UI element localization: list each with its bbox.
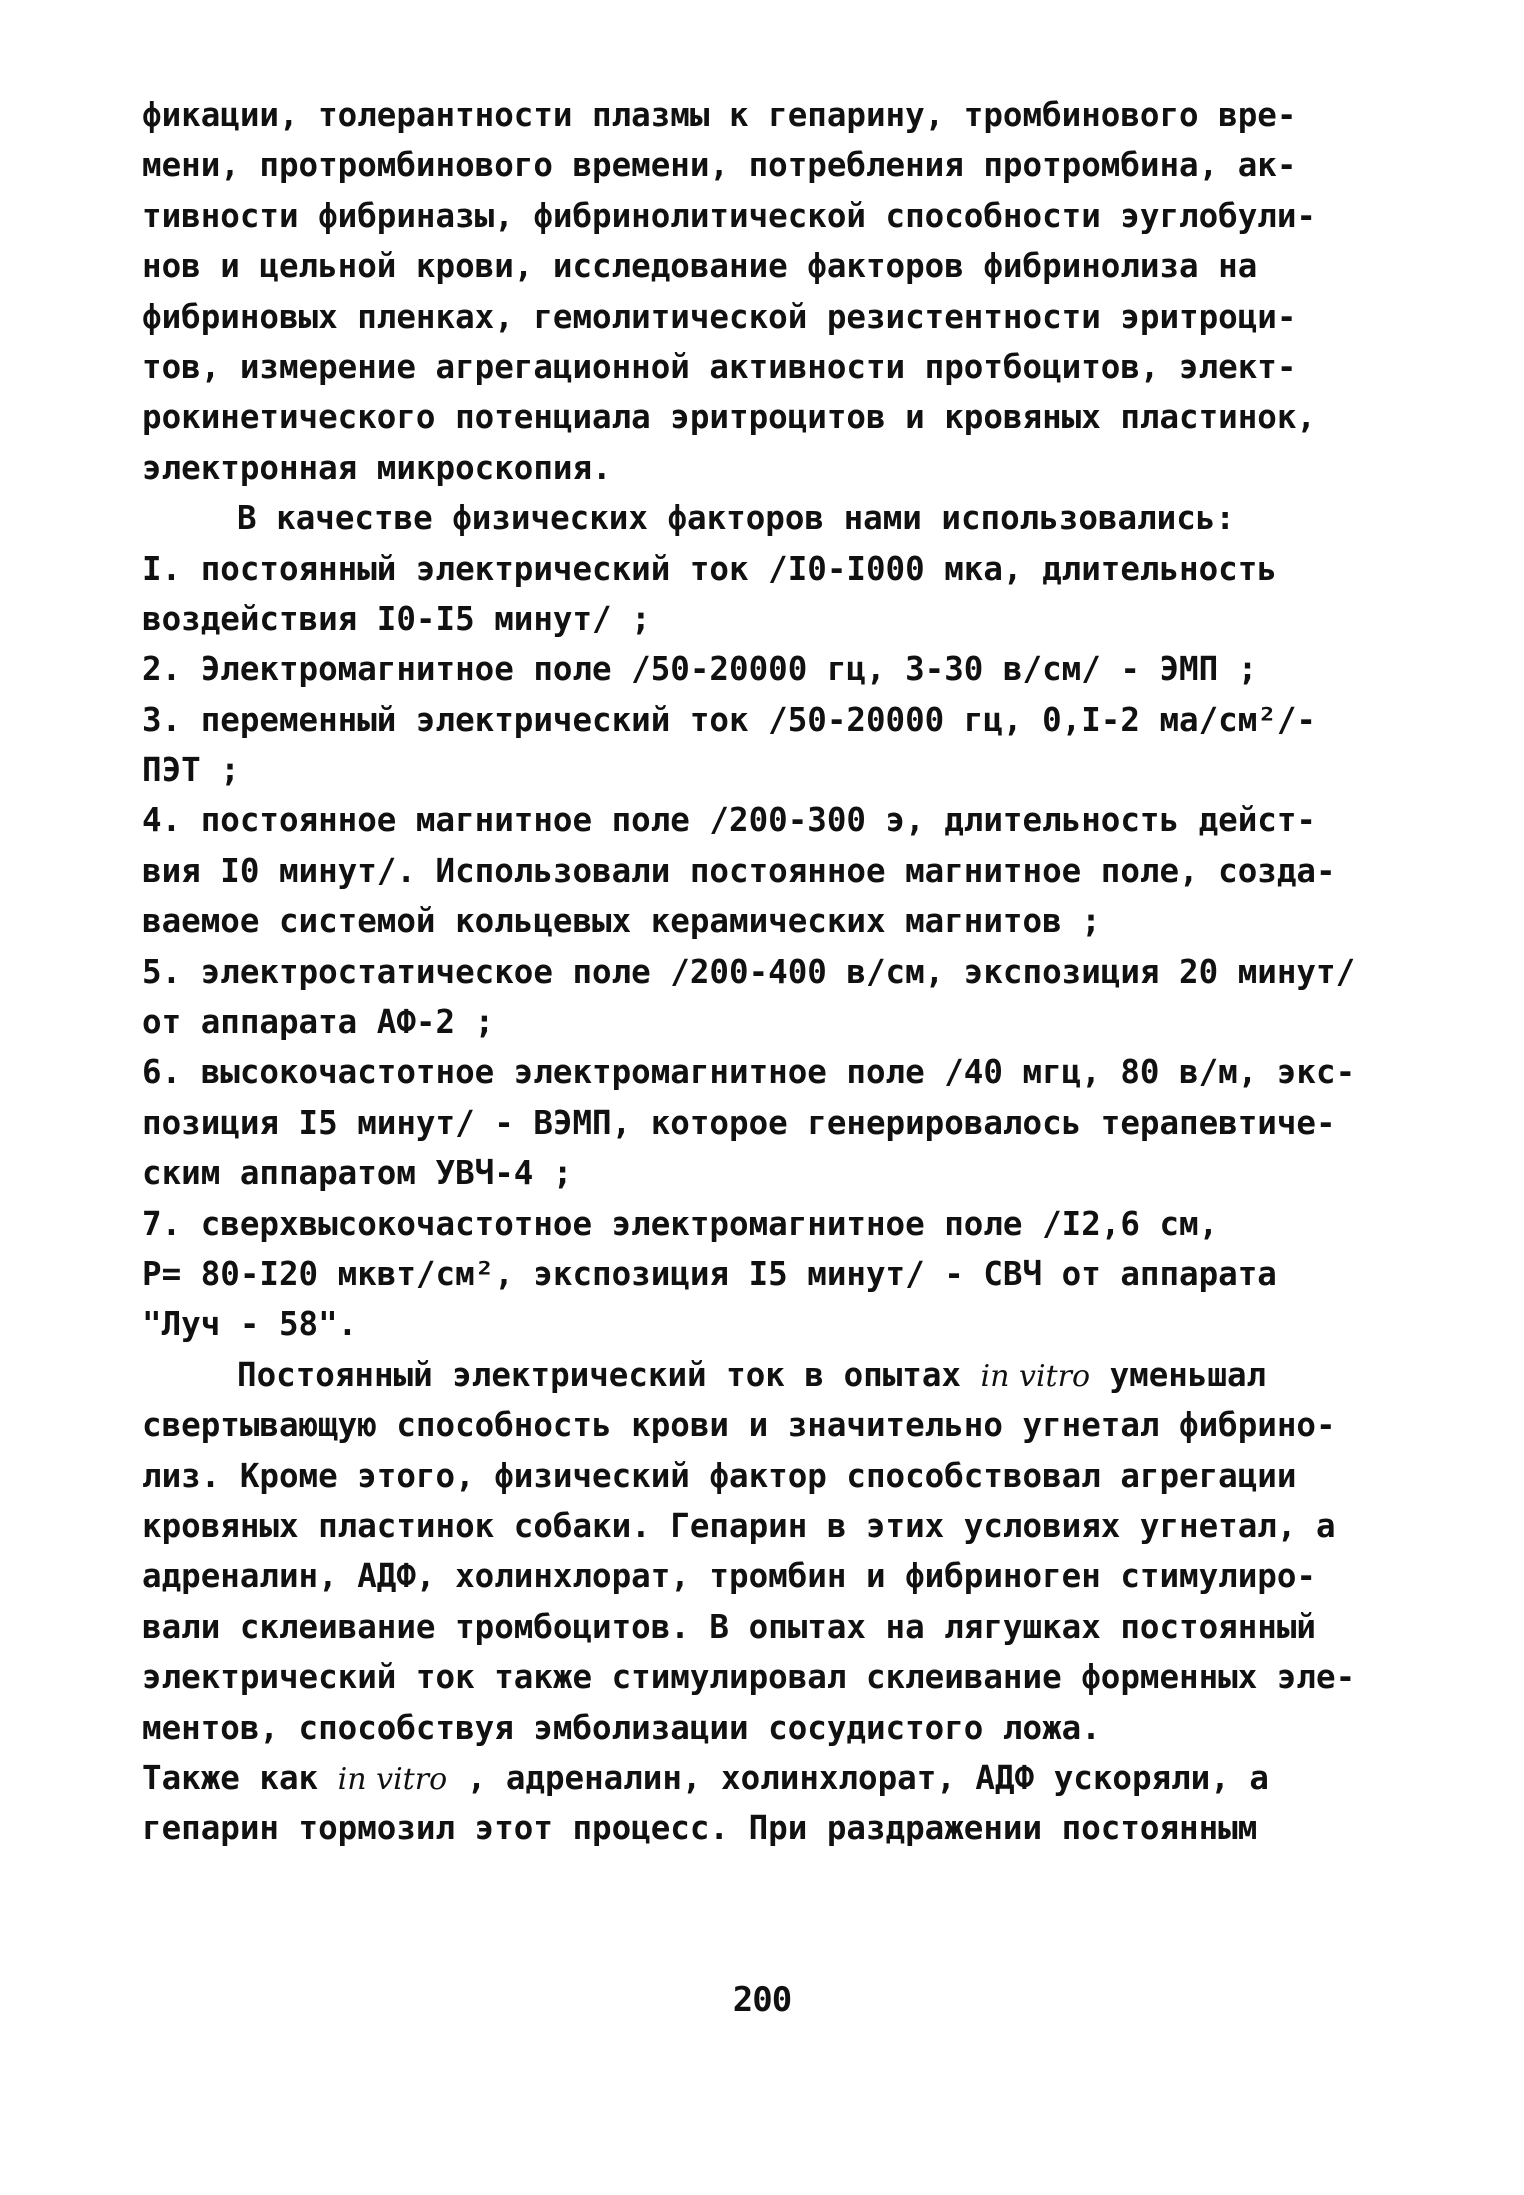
- list-item-line: 5. электростатическое поле /200-400 в/см, экспозиция 20 минут/: [142, 952, 1356, 991]
- text-line: кровяных пластинок собаки. Гепарин в этих условиях угнетал, а: [142, 1506, 1336, 1545]
- text-line: свертывающую способность крови и значительно угнетал фибрино-: [142, 1406, 1336, 1445]
- body-text: [142, 90, 1432, 1854]
- line-text: Также как: [142, 1758, 338, 1797]
- text-line: фикации, толерантности плазмы к гепарину, тромбинового вре-: [142, 96, 1297, 134]
- list-item-line: 7. сверхвысокочастотное электромагнитное поле /I2,6 см,: [142, 1204, 1219, 1243]
- list-item-line: 6. высокочастотное электромагнитное поле /40 мгц, 80 в/м, экс-: [142, 1053, 1356, 1092]
- text-line: ским аппаратом УВЧ-4 ;: [142, 1154, 573, 1193]
- text-line: гепарин тормозил этот процесс. При раздражении постоянным: [142, 1809, 1258, 1848]
- text-line: лиз. Кроме этого, физический фактор способствовал агрегации: [142, 1456, 1297, 1495]
- text-line: ПЭТ ;: [142, 751, 240, 790]
- text-line: [142, 1753, 1432, 1803]
- text-line: электрический ток также стимулировал склеивание форменных эле-: [142, 1658, 1356, 1697]
- line-text: уменьшал: [1090, 1355, 1267, 1394]
- text-line: тов, измерение агрегационной активности протбоцитов, элект-: [142, 347, 1297, 386]
- paragraph-start-line: [142, 1350, 1432, 1400]
- text-line: тивности фибриназы, фибринолитической способности эуглобули-: [142, 196, 1316, 235]
- text-line: фибриновых пленках, гемолитической резистентности эритроци-: [142, 297, 1297, 336]
- text-line: от аппарата АФ-2 ;: [142, 1003, 495, 1042]
- list-item-line: 3. переменный электрический ток /50-20000 гц, 0,I-2 ма/см²/-: [142, 700, 1316, 739]
- text-line: мени, протромбинового времени, потребления протромбина, ак-: [142, 146, 1297, 185]
- handwritten-insert: in vitro: [980, 1358, 1090, 1394]
- text-line: рокинетического потенциала эритроцитов и кровяных пластинок,: [142, 398, 1316, 437]
- text-line: позиция I5 минут/ - ВЭМП, которое генерировалось терапевтиче-: [142, 1103, 1336, 1142]
- text-line: вали склеивание тромбоцитов. В опытах на лягушках постоянный: [142, 1607, 1316, 1646]
- text-line: вия I0 минут/. Использовали постоянное магнитное поле, созда-: [142, 851, 1336, 890]
- text-line: электронная микроскопия.: [142, 448, 612, 487]
- page-number: 200: [732, 1980, 792, 2020]
- text-line: Р= 80-I20 мквт/см², экспозиция I5 минут/ - СВЧ от аппарата: [142, 1254, 1277, 1293]
- text-line: ваемое системой кольцевых керамических магнитов ;: [142, 902, 1101, 941]
- paragraph-start-line: В качестве физических факторов нами использовались:: [237, 499, 1235, 538]
- text-line: нов и цельной крови, исследование факторов фибринолиза на: [142, 247, 1258, 286]
- text-line: воздействия I0-I5 минут/ ;: [142, 599, 651, 638]
- list-item-line: I. постоянный электрический ток /I0-I000 мка, длительность: [142, 549, 1277, 588]
- list-item-line: 2. Электромагнитное поле /50-20000 гц, 3-30 в/см/ - ЭМП ;: [142, 650, 1258, 689]
- line-text: Постоянный электрический ток в опытах: [237, 1355, 981, 1394]
- handwritten-insert: in vitro: [337, 1761, 448, 1797]
- list-item-line: 4. постоянное магнитное поле /200-300 э, длительность дейст-: [142, 801, 1316, 840]
- text-line: ментов, способствуя эмболизации сосудистого ложа.: [142, 1708, 1101, 1747]
- text-line: адреналин, АДФ, холинхлорат, тромбин и фибриноген стимулиро-: [142, 1557, 1316, 1596]
- text-line: "Луч - 58".: [142, 1305, 358, 1344]
- line-text: , адреналин, холинхлорат, АДФ ускоряли, а: [447, 1758, 1269, 1797]
